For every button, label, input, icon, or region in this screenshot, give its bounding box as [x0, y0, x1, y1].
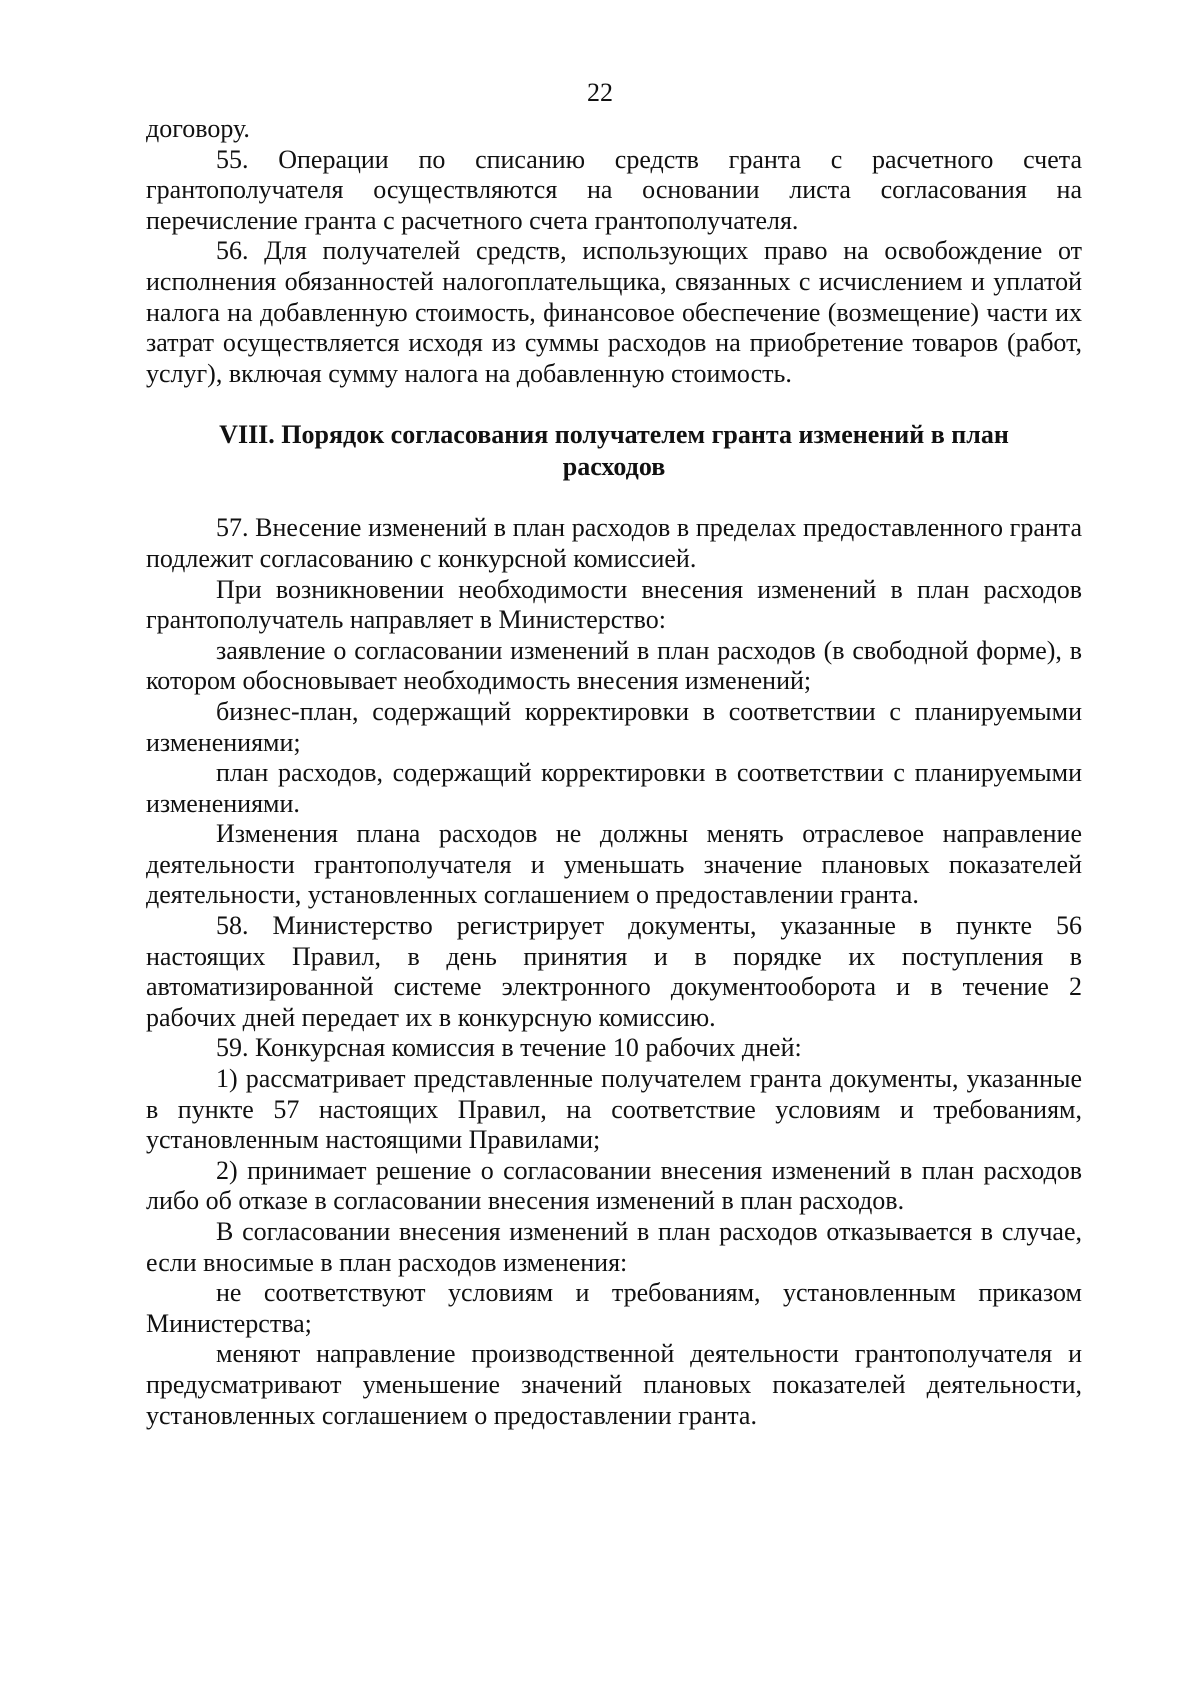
section-heading: VIII. Порядок согласования получателем гранта изменений в план расходов: [219, 420, 1009, 482]
paragraph: не соответствуют условиям и требованиям, установленным приказом Министерства;: [146, 1278, 1082, 1338]
paragraph: 55. Операции по списанию средств гранта с расчетного счета грантополучателя осуществляются на основании листа согласования на перечисление гранта с расчетного счета грантополучателя.: [146, 144, 1082, 235]
paragraph: В согласовании внесения изменений в план расходов отказывается в случае, если вносимые в план расходов изменения:: [146, 1217, 1082, 1277]
paragraph: 58. Министерство регистрирует документы, указанные в пункте 56 настоящих Правил, в день принятия и в порядке их поступления в автоматизированной системе электронного документооборота и в течение 2 рабочих дней передает их в конкурсную комиссию.: [146, 911, 1082, 1032]
paragraph: договору.: [146, 114, 250, 143]
page-number: 22: [587, 78, 613, 107]
paragraph: 59. Конкурсная комиссия в течение 10 рабочих дней:: [216, 1033, 802, 1063]
paragraph: меняют направление производственной деятельности грантополучателя и предусматривают уменьшение значений плановых показателей деятельности, установленных соглашением о предоставлении гранта.: [146, 1339, 1082, 1430]
document-body: [146, 114, 1082, 1431]
paragraph: 1) рассматривает представленные получателем гранта документы, указанные в пункте 57 настоящих Правил, на соответствие условиям и требованиям, установленным настоящими Правилами;: [146, 1064, 1082, 1155]
paragraph: заявление о согласовании изменений в план расходов (в свободной форме), в котором обосновывает необходимость внесения изменений;: [146, 635, 1082, 696]
paragraph: план расходов, содержащий корректировки в соответствии с планируемыми изменениями.: [146, 758, 1082, 818]
paragraph: При возникновении необходимости внесения изменений в план расходов грантополучатель направляет в Министерство:: [146, 574, 1082, 635]
paragraph: 57. Внесение изменений в план расходов в пределах предоставленного гранта подлежит согласованию с конкурсной комиссией.: [146, 513, 1082, 573]
paragraph: бизнес-план, содержащий корректировки в соответствии с планируемыми изменениями;: [146, 696, 1082, 757]
paragraph: 2) принимает решение о согласовании внесения изменений в план расходов либо об отказе в согласовании внесения изменений в план расходов.: [146, 1155, 1082, 1216]
paragraph: 56. Для получателей средств, использующих право на освобождение от исполнения обязанностей налогоплательщика, связанных с исчислением и уплатой налога на добавленную стоимость, финансовое обеспечение (возмещение) части их затрат осуществляется исходя из суммы расходов на приобретение товаров (работ, услуг), включая сумму налога на добавленную стоимость.: [146, 236, 1082, 388]
paragraph: Изменения плана расходов не должны менять отраслевое направление деятельности грантополучателя и уменьшать значение плановых показателей деятельности, установленных соглашением о предоставлении гранта.: [146, 819, 1082, 910]
